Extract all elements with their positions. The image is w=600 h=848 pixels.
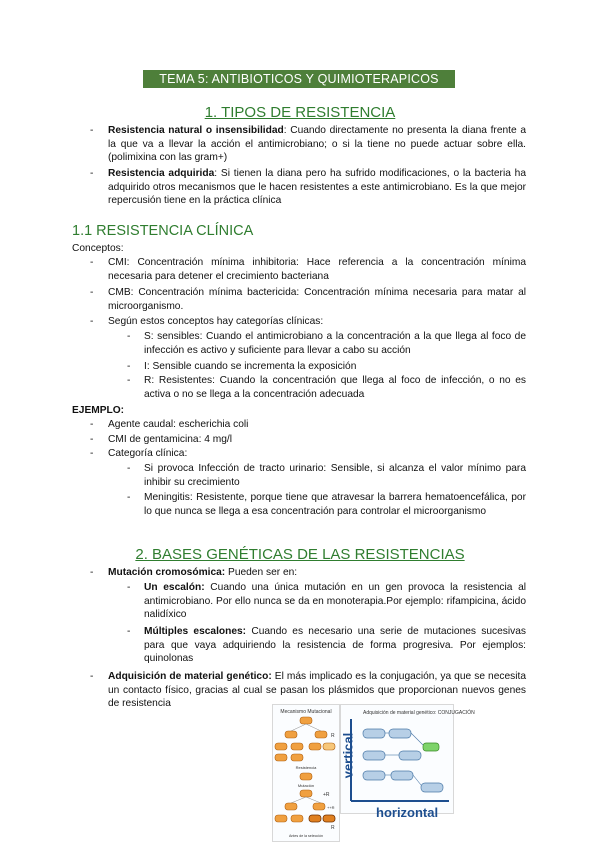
section-1-1-heading: 1.1 RESISTENCIA CLÍNICA bbox=[72, 223, 254, 239]
label-r: R bbox=[331, 733, 335, 739]
definition: Pueden ser en: bbox=[225, 567, 298, 578]
bullet-dash: - bbox=[90, 448, 94, 459]
bacteria-cell bbox=[291, 754, 303, 761]
label-horizontal: horizontal bbox=[376, 805, 439, 820]
bullet-dash: - bbox=[90, 434, 94, 445]
section-2-heading: 2. BASES GENÉTICAS DE LAS RESISTENCIAS bbox=[135, 546, 465, 563]
bullet-dash: - bbox=[127, 626, 131, 637]
branch-line bbox=[306, 724, 321, 731]
bacteria-cell bbox=[275, 754, 287, 761]
bullet-dash: - bbox=[127, 331, 131, 342]
branch-line bbox=[306, 797, 321, 803]
list-item-resistencia-natural bbox=[108, 124, 526, 165]
bullet-dash: - bbox=[90, 168, 94, 179]
bullet-dash: - bbox=[90, 419, 94, 430]
figure-right-title bbox=[363, 709, 475, 716]
figure-right-title-text: Adquisición de material genético: CONJUGACIÓN bbox=[363, 710, 475, 716]
sub-item-resistentes: R: Resistentes: Cuando la concentración que llega al foco de infección, o no es activa o no se llega a la concentración adecuada bbox=[144, 375, 526, 400]
label-plus-plus-r: ++R bbox=[327, 805, 335, 810]
bullet-dash: - bbox=[90, 257, 94, 268]
definition: Cuando es necesario una serie de mutaciones sucesivas para que vaya adquiriendo la resistencia de forma progresiva. Por ejemplos: quinolonas bbox=[144, 626, 526, 665]
plasmid-cell bbox=[423, 743, 439, 751]
bacteria-cell bbox=[291, 815, 303, 822]
ejemplo-item-agente: Agente caudal: escherichia coli bbox=[108, 419, 249, 430]
bacteria-cell bbox=[285, 803, 297, 810]
sub-item-multiples-escalones bbox=[144, 625, 526, 666]
connector bbox=[411, 733, 423, 745]
bacteria-cell bbox=[309, 743, 321, 750]
ejemplo-sub-itu: Si provoca Infección de tracto urinario: Sensible, si alcanza el valor mínimo para inhibir su crecimiento bbox=[144, 463, 526, 488]
ejemplo-label: EJEMPLO: bbox=[72, 405, 125, 416]
branch-line bbox=[291, 724, 306, 731]
bacteria-cell bbox=[323, 743, 335, 750]
bacteria-cell bbox=[363, 771, 385, 780]
bacteria-cell bbox=[315, 731, 327, 738]
label-plus-r: +R bbox=[323, 792, 330, 798]
list-item-cmb: CMB: Concentración mínima bactericida: Concentración mínima necesaria para matar al microorganismo. bbox=[108, 287, 526, 312]
bacteria-cell bbox=[300, 717, 312, 724]
bullet-dash: - bbox=[127, 463, 131, 474]
list-item-categorias: Según estos conceptos hay categorías clínicas: bbox=[108, 316, 324, 327]
mutation-diagram bbox=[273, 705, 339, 841]
term: Adquisición de material genético: bbox=[108, 671, 272, 682]
figure-bottom-label: Antes de la selección bbox=[289, 834, 323, 838]
conjugation-diagram bbox=[341, 705, 475, 813]
ejemplo-item-cmi: CMI de gentamicina: 4 mg/l bbox=[108, 434, 233, 445]
term: Resistencia natural o insensibilidad bbox=[108, 125, 284, 136]
document-title: TEMA 5: ANTIBIOTICOS Y QUIMIOTERAPICOS bbox=[143, 70, 455, 88]
bacteria-cell bbox=[363, 751, 385, 760]
bacteria-cell bbox=[291, 743, 303, 750]
bacteria-cell bbox=[391, 771, 413, 780]
figure-mid-label-2: Mutación bbox=[297, 783, 315, 788]
branch-line bbox=[291, 797, 306, 803]
term: Resistencia adquirida bbox=[108, 168, 215, 179]
bacteria-cell bbox=[275, 815, 287, 822]
bullet-dash: - bbox=[127, 361, 131, 372]
sub-item-un-escalon bbox=[144, 581, 526, 622]
section-1-heading: 1. TIPOS DE RESISTENCIA bbox=[204, 104, 396, 121]
bacteria-cell bbox=[421, 783, 443, 792]
connector bbox=[413, 775, 421, 785]
bacteria-cell bbox=[300, 790, 312, 797]
bacteria-cell bbox=[309, 815, 321, 822]
conceptos-label: Conceptos: bbox=[72, 243, 124, 254]
term: Múltiples escalones: bbox=[144, 626, 247, 637]
bullet-dash: - bbox=[90, 287, 94, 298]
bacteria-cell bbox=[300, 773, 312, 780]
sub-item-sensibles: S: sensibles: Cuando el antimicrobiano a la concentración a la que llega al foco de infección es activo y suficiente para llevar a cabo su acción bbox=[144, 331, 526, 356]
figure-left-title: Mecanismo Mutacional bbox=[280, 709, 332, 715]
figure-mid-label-1: Resistencia bbox=[295, 765, 317, 770]
definition: : Si tienen la diana pero ha sufrido modificaciones, o la bacteria ha adquirido otros mecanismos que le hacen resistentes a este antimicrobiano. Es la que mejor repercusión tiene en la práctica clínica bbox=[108, 168, 526, 207]
bullet-dash: - bbox=[90, 125, 94, 136]
bacteria-cell bbox=[285, 731, 297, 738]
list-item-resistencia-adquirida bbox=[108, 167, 526, 208]
ejemplo-item-categoria: Categoría clínica: bbox=[108, 448, 188, 459]
bacteria-cell bbox=[399, 751, 421, 760]
definition: El más implicado es la conjugación, ya que se necesita un contacto físico, gracias al cual se pasan los plásmidos que proporcionan nuevos genes de resistencia bbox=[108, 671, 526, 710]
list-item-cmi: CMI: Concentración mínima inhibitoria: Hace referencia a la concentración mínima necesaria para detener el crecimiento bacteriana bbox=[108, 257, 526, 282]
list-item-mutacion bbox=[108, 566, 297, 580]
bullet-dash: - bbox=[90, 316, 94, 327]
bacteria-cell bbox=[323, 815, 335, 822]
bacteria-cell bbox=[275, 743, 287, 750]
bullet-dash: - bbox=[127, 492, 131, 503]
definition: Cuando una única mutación en un gen provoca la resistencia al antimicrobiano. Por ello nunca se da en monoterapia.Por ejemplo: rifampicina, ácido nalidíxico bbox=[144, 582, 526, 621]
bacteria-cell bbox=[313, 803, 325, 810]
figure-conjugation bbox=[340, 704, 475, 814]
definition: : Cuando directamente no presenta la diana frente a la que va a llevar la acción el antimicrobiano; o si la tiene no puede actuar sobre ella. (polimixina con las gram+) bbox=[108, 125, 526, 164]
label-vertical-wrap bbox=[338, 720, 356, 792]
ejemplo-sub-meningitis: Meningitis: Resistente, porque tiene que atravesar la barrera hematoencefálica, por lo que nunca se llega a esa concentración para controlar el microorganismo bbox=[144, 492, 526, 517]
bullet-dash: - bbox=[90, 567, 94, 578]
bullet-dash: - bbox=[90, 671, 94, 682]
term: Mutación cromosómica: bbox=[108, 567, 226, 578]
figure-mutational-mechanism bbox=[272, 704, 340, 842]
term: Un escalón: bbox=[144, 582, 205, 593]
label-r-bottom: R bbox=[331, 825, 335, 831]
bacteria-cell bbox=[363, 729, 385, 738]
label-vertical: vertical bbox=[340, 732, 356, 779]
sub-item-intermedio: I: Sensible cuando se incrementa la exposición bbox=[144, 361, 357, 372]
bullet-dash: - bbox=[127, 582, 131, 593]
bacteria-cell bbox=[389, 729, 411, 738]
bullet-dash: - bbox=[127, 375, 131, 386]
